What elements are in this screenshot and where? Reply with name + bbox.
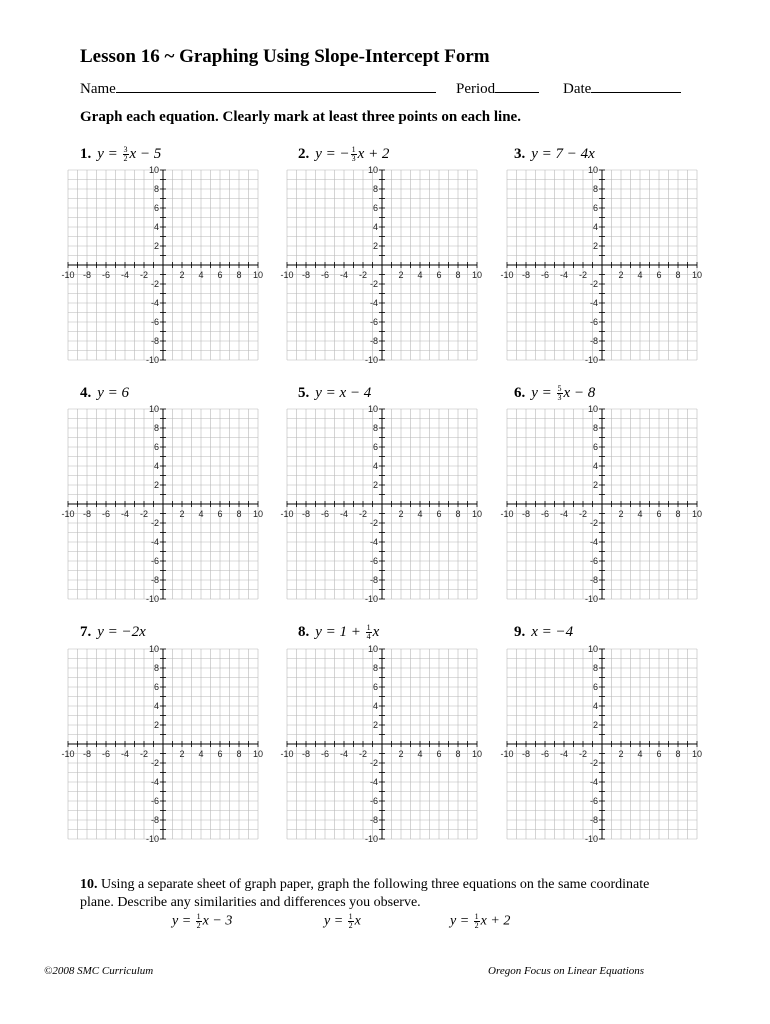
fraction: $\frac{1}{2}$	[196, 912, 201, 930]
x-tick-label: 2	[618, 749, 624, 759]
y-tick-label: -2	[150, 518, 159, 528]
instructions: Graph each equation. Clearly mark at least three points on each line.	[80, 109, 521, 125]
coordinate-grid[interactable]	[60, 644, 264, 845]
x-tick-label: -10	[280, 270, 294, 280]
x-tick-label: 6	[217, 509, 223, 519]
y-tick-label: 10	[587, 404, 598, 414]
y-tick-label: 2	[592, 720, 598, 730]
y-tick-label: -2	[589, 279, 598, 289]
x-tick-label: 8	[236, 749, 242, 759]
y-tick-label: 4	[592, 461, 598, 471]
y-tick-label: -10	[364, 355, 378, 365]
problem-10-equation-3: y = $\frac{1}{2}$ x + 2	[450, 912, 511, 930]
y-tick-label: 6	[592, 442, 598, 452]
y-tick-label: -8	[369, 815, 378, 825]
y-tick-label: 10	[587, 165, 598, 175]
problem-number: 8.	[298, 624, 310, 640]
x-tick-label: 6	[217, 749, 223, 759]
x-tick-label: 10	[691, 749, 703, 759]
x-tick-label: 6	[656, 270, 662, 280]
x-tick-label: 6	[656, 749, 662, 759]
y-tick-label: 2	[372, 480, 378, 490]
y-tick-label: -6	[150, 556, 159, 566]
y-tick-label: 8	[592, 423, 598, 433]
y-tick-label: -4	[369, 537, 378, 547]
x-tick-label: 2	[398, 749, 404, 759]
footer-title: Oregon Focus on Linear Equations	[488, 965, 645, 977]
y-tick-label: -10	[145, 355, 159, 365]
y-tick-label: 6	[153, 442, 159, 452]
page-title: Lesson 16 ~ Graphing Using Slope-Intercept Form	[80, 46, 490, 67]
y-tick-label: 2	[153, 241, 159, 251]
problem-label	[80, 624, 146, 641]
y-tick-label: 4	[372, 461, 378, 471]
x-tick-label: -2	[578, 509, 588, 519]
x-tick-label: 6	[436, 749, 442, 759]
x-tick-label: -8	[521, 270, 531, 280]
x-tick-label: -8	[82, 270, 92, 280]
problem-10-equation-1: y = $\frac{1}{2}$ x − 3	[172, 912, 233, 930]
y-tick-label: -6	[589, 796, 598, 806]
problem-label	[514, 624, 573, 641]
y-tick-label: 2	[153, 480, 159, 490]
coordinate-grid[interactable]	[499, 404, 703, 605]
y-tick-label: 8	[592, 184, 598, 194]
y-tick-label: -10	[364, 594, 378, 604]
y-tick-label: -8	[589, 336, 598, 346]
problem-number: 5.	[298, 385, 310, 401]
x-tick-label: -6	[101, 270, 111, 280]
y-tick-label: 10	[148, 404, 159, 414]
y-tick-label: -6	[150, 317, 159, 327]
x-tick-label: -10	[61, 509, 75, 519]
y-tick-label: -8	[150, 336, 159, 346]
y-tick-label: -10	[584, 834, 598, 844]
x-tick-label: -10	[61, 270, 75, 280]
x-tick-label: 8	[675, 509, 681, 519]
y-tick-label: 8	[372, 184, 378, 194]
coordinate-grid[interactable]	[279, 165, 483, 366]
x-tick-label: 10	[252, 270, 264, 280]
x-tick-label: -4	[339, 270, 349, 280]
y-tick-label: 4	[372, 701, 378, 711]
x-tick-label: 4	[417, 749, 423, 759]
x-tick-label: -8	[301, 270, 311, 280]
y-tick-label: 8	[153, 663, 159, 673]
date-label: Date	[563, 81, 592, 97]
x-tick-label: 6	[656, 509, 662, 519]
x-tick-label: -6	[320, 749, 330, 759]
x-tick-label: -8	[301, 509, 311, 519]
problem-equation: y = x − 4	[315, 385, 372, 401]
problem-equation: y = $\frac{3}{2}$ x − 5	[97, 145, 162, 164]
problem-10: 10. Using a separate sheet of graph paper, graph the following three equations on the same coordinate plane. Describe any similarities and differences you observe.	[80, 877, 650, 910]
y-tick-label: 4	[372, 222, 378, 232]
x-tick-label: -8	[301, 749, 311, 759]
y-tick-label: 4	[592, 701, 598, 711]
y-tick-label: 2	[372, 241, 378, 251]
y-tick-label: 6	[372, 682, 378, 692]
coordinate-grid[interactable]	[279, 404, 483, 605]
x-tick-label: -10	[280, 749, 294, 759]
x-tick-label: 6	[217, 270, 223, 280]
x-tick-label: 8	[236, 509, 242, 519]
y-tick-label: -10	[145, 834, 159, 844]
y-tick-label: 2	[372, 720, 378, 730]
x-tick-label: 10	[691, 509, 703, 519]
x-tick-label: -4	[120, 270, 130, 280]
y-tick-label: -6	[369, 796, 378, 806]
problem-equation: y = − $\frac{1}{3}$ x + 2	[315, 145, 390, 164]
coordinate-grid[interactable]	[499, 644, 703, 845]
y-tick-label: 6	[372, 442, 378, 452]
y-tick-label: 2	[592, 241, 598, 251]
problem-10-equation-2: y = $\frac{1}{2}$ x	[324, 912, 361, 930]
x-tick-label: -10	[500, 270, 514, 280]
x-tick-label: 2	[618, 270, 624, 280]
y-tick-label: 8	[372, 423, 378, 433]
x-tick-label: 10	[252, 749, 264, 759]
x-tick-label: 2	[618, 509, 624, 519]
coordinate-grid[interactable]	[60, 165, 264, 366]
y-tick-label: -6	[589, 317, 598, 327]
y-tick-label: -8	[369, 575, 378, 585]
fraction: $\frac{1}{4}$	[366, 623, 371, 642]
problem-10-number: 10	[80, 877, 94, 892]
coordinate-grid[interactable]	[279, 644, 483, 845]
y-tick-label: -4	[150, 537, 159, 547]
x-tick-label: 4	[198, 749, 204, 759]
x-tick-label: 10	[471, 270, 483, 280]
problem-label	[514, 146, 595, 163]
y-tick-label: -10	[584, 355, 598, 365]
x-tick-label: 10	[691, 270, 703, 280]
y-tick-label: -10	[584, 594, 598, 604]
problem-number: 9.	[514, 624, 526, 640]
x-tick-label: -4	[559, 270, 569, 280]
coordinate-grid[interactable]	[499, 165, 703, 366]
y-tick-label: -6	[369, 556, 378, 566]
x-tick-label: -2	[139, 749, 149, 759]
problem-equation: x = −4	[531, 624, 574, 640]
y-tick-label: -4	[589, 298, 598, 308]
y-tick-label: 10	[367, 165, 378, 175]
x-tick-label: 8	[455, 270, 461, 280]
x-tick-label: -10	[61, 749, 75, 759]
coordinate-grid[interactable]	[60, 404, 264, 605]
x-tick-label: -6	[540, 749, 550, 759]
y-tick-label: -2	[589, 518, 598, 528]
x-tick-label: -2	[358, 270, 368, 280]
problem-number: 1.	[80, 146, 92, 162]
y-tick-label: -6	[150, 796, 159, 806]
y-tick-label: -2	[150, 279, 159, 289]
problem-number: 6.	[514, 385, 526, 401]
problem-number: 2.	[298, 146, 310, 162]
y-tick-label: 8	[592, 663, 598, 673]
x-tick-label: -6	[540, 270, 550, 280]
x-tick-label: -6	[540, 509, 550, 519]
x-tick-label: 2	[398, 270, 404, 280]
y-tick-label: -6	[369, 317, 378, 327]
x-tick-label: -4	[339, 509, 349, 519]
problem-equation: y = 1 + $\frac{1}{4}$ x	[315, 623, 380, 642]
x-tick-label: 8	[236, 270, 242, 280]
y-tick-label: -2	[589, 758, 598, 768]
name-field[interactable]	[80, 80, 436, 98]
problem-label	[298, 624, 379, 641]
x-tick-label: -8	[82, 509, 92, 519]
problem-equation: y = 7 − 4x	[531, 146, 595, 162]
name-label: Name	[80, 81, 116, 97]
y-tick-label: 10	[148, 644, 159, 654]
x-tick-label: -6	[320, 509, 330, 519]
x-tick-label: 8	[675, 749, 681, 759]
y-tick-label: 8	[153, 423, 159, 433]
x-tick-label: -6	[320, 270, 330, 280]
problem-equation: y = $\frac{5}{3}$ x − 8	[531, 384, 596, 403]
y-tick-label: -4	[589, 777, 598, 787]
problem-10-text: Using a separate sheet of graph paper, graph the following three equations on the same coordinate plane. Describe any similarities and differences you observe.	[80, 877, 650, 910]
y-tick-label: -4	[589, 537, 598, 547]
x-tick-label: 6	[436, 270, 442, 280]
x-tick-label: -10	[280, 509, 294, 519]
x-tick-label: 4	[198, 270, 204, 280]
x-tick-label: 2	[398, 509, 404, 519]
y-tick-label: -2	[369, 758, 378, 768]
x-tick-label: -6	[101, 749, 111, 759]
x-tick-label: -6	[101, 509, 111, 519]
problem-label	[298, 146, 389, 163]
y-tick-label: 4	[592, 222, 598, 232]
problem-equation: y = 6	[97, 385, 130, 401]
x-tick-label: -10	[500, 509, 514, 519]
x-tick-label: 8	[675, 270, 681, 280]
x-tick-label: -8	[521, 749, 531, 759]
y-tick-label: -8	[369, 336, 378, 346]
problem-label	[298, 385, 371, 402]
y-tick-label: 6	[153, 203, 159, 213]
footer-copyright: ©2008 SMC Curriculum	[44, 965, 154, 977]
y-tick-label: 10	[587, 644, 598, 654]
x-tick-label: -2	[578, 270, 588, 280]
fraction: $\frac{1}{3}$	[351, 145, 356, 164]
x-tick-label: 4	[637, 509, 643, 519]
y-tick-label: 6	[592, 682, 598, 692]
x-tick-label: 4	[637, 270, 643, 280]
fraction: $\frac{1}{2}$	[348, 912, 353, 930]
y-tick-label: 10	[367, 404, 378, 414]
x-tick-label: -4	[120, 509, 130, 519]
date-field[interactable]	[563, 80, 681, 98]
x-tick-label: 10	[471, 509, 483, 519]
x-tick-label: -2	[358, 749, 368, 759]
y-tick-label: 8	[372, 663, 378, 673]
x-tick-label: 2	[179, 509, 185, 519]
x-tick-label: -4	[339, 749, 349, 759]
x-tick-label: -2	[139, 509, 149, 519]
y-tick-label: -8	[150, 815, 159, 825]
x-tick-label: 2	[179, 270, 185, 280]
problem-number: 4.	[80, 385, 92, 401]
x-tick-label: -10	[500, 749, 514, 759]
y-tick-label: -8	[589, 815, 598, 825]
y-tick-label: 4	[153, 461, 159, 471]
x-tick-label: -2	[358, 509, 368, 519]
x-tick-label: 4	[637, 749, 643, 759]
y-tick-label: 6	[153, 682, 159, 692]
x-tick-label: 6	[436, 509, 442, 519]
y-tick-label: 4	[153, 701, 159, 711]
y-tick-label: -10	[145, 594, 159, 604]
x-tick-label: -2	[578, 749, 588, 759]
problem-number: 7.	[80, 624, 92, 640]
x-tick-label: 10	[252, 509, 264, 519]
y-tick-label: -2	[369, 279, 378, 289]
y-tick-label: 6	[592, 203, 598, 213]
y-tick-label: 10	[367, 644, 378, 654]
x-tick-label: 8	[455, 749, 461, 759]
x-tick-label: 10	[471, 749, 483, 759]
y-tick-label: 2	[153, 720, 159, 730]
x-tick-label: -4	[559, 749, 569, 759]
y-tick-label: -4	[369, 298, 378, 308]
fraction: $\frac{3}{2}$	[123, 145, 128, 164]
y-tick-label: 8	[153, 184, 159, 194]
x-tick-label: 8	[455, 509, 461, 519]
x-tick-label: 4	[198, 509, 204, 519]
y-tick-label: 10	[148, 165, 159, 175]
problem-label	[514, 385, 595, 402]
problem-label	[80, 385, 129, 402]
x-tick-label: 4	[417, 270, 423, 280]
y-tick-label: -2	[369, 518, 378, 528]
y-tick-label: 4	[153, 222, 159, 232]
y-tick-label: -10	[364, 834, 378, 844]
x-tick-label: -4	[120, 749, 130, 759]
problem-label	[80, 146, 161, 163]
period-field[interactable]	[456, 80, 539, 98]
y-tick-label: -4	[150, 777, 159, 787]
y-tick-label: -8	[150, 575, 159, 585]
fraction: $\frac{5}{3}$	[557, 384, 562, 403]
y-tick-label: 6	[372, 203, 378, 213]
x-tick-label: -4	[559, 509, 569, 519]
problem-equation: y = −2x	[97, 624, 146, 640]
y-tick-label: -2	[150, 758, 159, 768]
period-label: Period	[456, 81, 496, 97]
x-tick-label: 2	[179, 749, 185, 759]
x-tick-label: -8	[521, 509, 531, 519]
y-tick-label: -6	[589, 556, 598, 566]
x-tick-label: 4	[417, 509, 423, 519]
fraction: $\frac{1}{2}$	[474, 912, 479, 930]
problem-number: 3.	[514, 146, 526, 162]
y-tick-label: -4	[150, 298, 159, 308]
x-tick-label: -2	[139, 270, 149, 280]
y-tick-label: -4	[369, 777, 378, 787]
y-tick-label: -8	[589, 575, 598, 585]
y-tick-label: 2	[592, 480, 598, 490]
x-tick-label: -8	[82, 749, 92, 759]
